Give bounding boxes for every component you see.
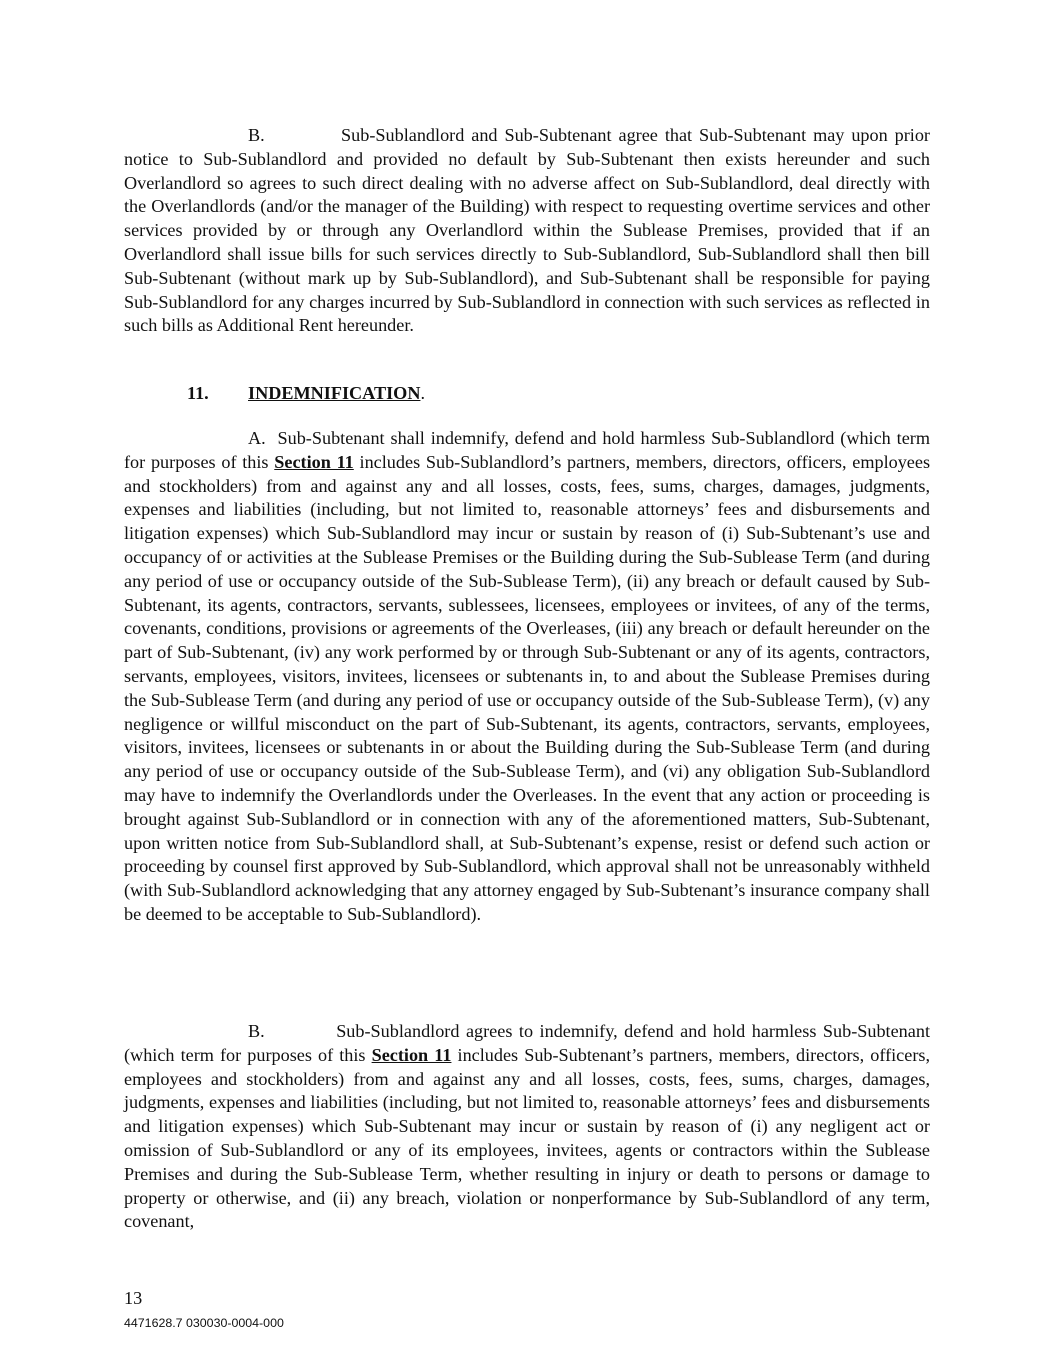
paragraph-11a [124, 427, 930, 927]
section-title-punct: . [420, 383, 425, 403]
paragraph-label: A. [248, 428, 266, 448]
paragraph-11b [124, 1020, 930, 1234]
paragraph-text: Sub-Sublandlord and Sub-Subtenant agree that Sub-Subtenant may upon prior notice to Sub-Sublandlord and provided no default by Sub-Subtenant then exists hereunder and such Overlandlord so agrees to such direct dealing with no adverse affect on Sub-Sublandlord, deal directly with the Overlandlords (and/or the manager of the Building) with respect to requesting overtime services and other services provided by or through any Overlandlord within the Sublease Premises, provided that if an Overlandlord shall issue bills for such services directly to Sub-Sublandlord, Sub-Sublandlord shall then bill Sub-Subtenant (without mark up by Sub-Sublandlord), and Sub-Subtenant shall be responsible for paying Sub-Sublandlord for any charges incurred by Sub-Sublandlord in connection with such services as reflected in such bills as Additional Rent hereunder. [124, 125, 930, 336]
section-reference: Section 11 [274, 451, 354, 472]
page-number: 13 [124, 1288, 143, 1308]
paragraph-text: includes Sub-Subtenant’s partners, members, directors, officers, employees and stockholders) from and against any and all losses, costs, fees, sums, charges, damages, judgments, expenses and liabilities (including, but not limited to, reasonable attorneys’ fees and disbursements and litigation expenses) which Sub-Subtenant may incur or sustain by reason of (i) any negligent act or omission of Sub-Sublandlord or any of its employees, invitees, agents or contractors within the Sublease Premises and during the Sub-Sublease Term, whether resulting in injury or death to persons or damage to property or otherwise, and (ii) any breach, violation or nonperformance by Sub-Sublandlord of any term, covenant, [124, 1044, 930, 1232]
paragraph-10b [124, 124, 930, 338]
paragraph-text: Sub-Sublandlord agrees to indemnify, defend and hold harmless Sub-Subtenant (which term for purposes of this [124, 1021, 930, 1065]
document-id: 4471628.7 030030-0004-000 [124, 1316, 284, 1330]
paragraph-text: Sub-Subtenant shall indemnify, defend and hold harmless Sub-Sublandlord (which term for purposes of this [124, 428, 931, 472]
section-reference: Section 11 [371, 1044, 452, 1065]
section-number: 11. [187, 383, 209, 403]
paragraph-label: B. [248, 125, 265, 145]
section-title: INDEMNIFICATION [248, 383, 421, 403]
paragraph-text: includes Sub-Sublandlord’s partners, members, directors, officers, employees and stockholders) from and against any and all losses, costs, fees, sums, charges, damages, judgments, expenses and liabilities (including, but not limited to, reasonable attorneys’ fees and disbursements and litigation expenses) which Sub-Sublandlord may incur or sustain by reason of (i) Sub-Subtenant’s use and occupancy of or activities at the Sublease Premises or the Building during the Sub-Sublease Term (and during any period of use or occupancy outside of the Sub-Sublease Term), (ii) any breach or default caused by Sub-Subtenant, its agents, contractors, servants, sublessees, licensees, employees or invitees, of any of the terms, covenants, conditions, provisions or agreements of the Overleases, (iii) any breach or default hereunder on the part of Sub-Subtenant, (iv) any work performed by or through Sub-Subtenant or any of its agents, contractors, servants, employees, visitors, invitees, licensees or subtenants in, to and about the Sublease Premises during the Sub-Sublease Term (and during any period of use or occupancy outside of the Sub-Sublease Term), (v) any negligence or willful misconduct on the part of Sub-Subtenant, its agents, contractors, servants, employees, visitors, invitees, licensees or subtenants in or about the Building during the Sub-Sublease Term (and during any period of use or occupancy outside of the Sub-Sublease Term), and (vi) any obligation Sub-Sublandlord may have to indemnify the Overlandlords under the Overleases. In the event that any action or proceeding is brought against Sub-Sublandlord or in connection with any of the aforementioned matters, Sub-Subtenant, upon written notice from Sub-Sublandlord shall, at Sub-Subtenant’s expense, resist or defend such action or proceeding by counsel first approved by Sub-Sublandlord, which approval shall not be unreasonably withheld (with Sub-Sublandlord acknowledging that any attorney engaged by Sub-Subtenant’s insurance company shall be deemed to be acceptable to Sub-Sublandlord). [124, 451, 931, 924]
section-heading [187, 382, 425, 406]
paragraph-label: B. [248, 1021, 265, 1041]
